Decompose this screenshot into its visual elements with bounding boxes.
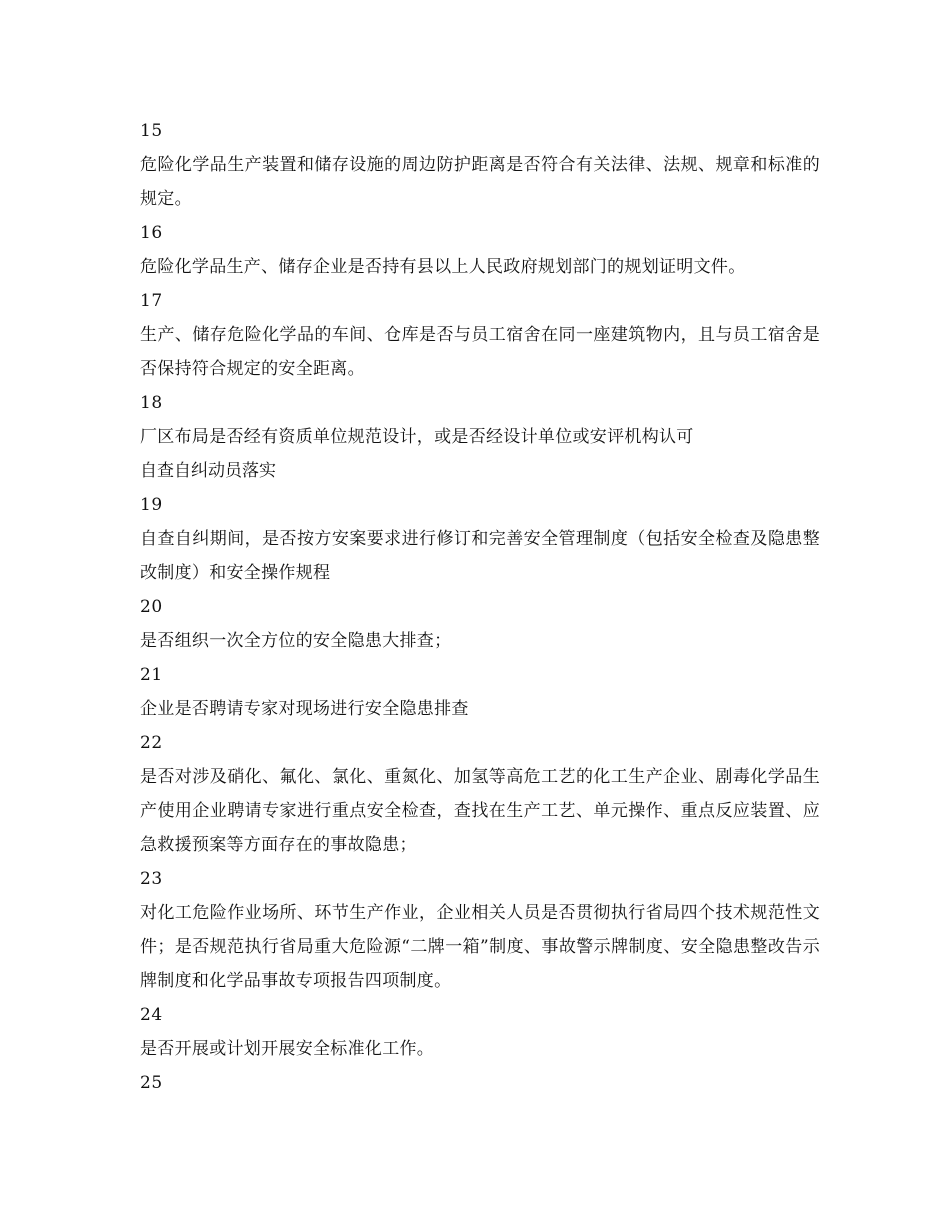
item-number: 15 [140, 121, 163, 141]
item-number: 25 [140, 1073, 163, 1093]
item-number: 22 [140, 733, 163, 753]
section-heading: 自查自纠动员落实 [140, 461, 276, 481]
item-text: 自查自纠期间，是否按方安案要求进行修订和完善安全管理制度（包括安全检查及隐患整改制度）和安全操作规程 [140, 529, 820, 583]
item-text: 危险化学品生产装置和储存设施的周边防护距离是否符合有关法律、法规、规章和标准的规定。 [140, 155, 820, 209]
item-number: 21 [140, 665, 163, 685]
item-number: 24 [140, 1005, 163, 1025]
item-number: 18 [140, 393, 163, 413]
item-text: 厂区布局是否经有资质单位规范设计，或是否经设计单位或安评机构认可 [140, 427, 694, 447]
item-text: 生产、储存危险化学品的车间、仓库是否与员工宿舍在同一座建筑物内，且与员工宿舍是否保持符合规定的安全距离。 [140, 325, 820, 379]
item-number: 17 [140, 291, 163, 311]
item-text: 是否对涉及硝化、氟化、氯化、重氮化、加氢等高危工艺的化工生产企业、剧毒化学品生产使用企业聘请专家进行重点安全检查，查找在生产工艺、单元操作、重点反应装置、应急救援预案等方面存在的事故隐患； [140, 767, 820, 855]
document-body [140, 114, 820, 1100]
item-number: 16 [140, 223, 163, 243]
item-number: 23 [140, 869, 163, 889]
item-text: 企业是否聘请专家对现场进行安全隐患排查 [140, 699, 469, 719]
item-number: 20 [140, 597, 163, 617]
item-text: 危险化学品生产、储存企业是否持有县以上人民政府规划部门的规划证明文件。 [140, 257, 746, 277]
item-text: 对化工危险作业场所、环节生产作业，企业相关人员是否贯彻执行省局四个技术规范性文件；是否规范执行省局重大危险源“二牌一箱”制度、事故警示牌制度、安全隐患整改告示牌制度和化学品事故专项报告四项制度。 [140, 903, 820, 991]
item-number: 19 [140, 495, 163, 515]
item-text: 是否组织一次全方位的安全隐患大排查； [140, 631, 452, 651]
item-text: 是否开展或计划开展安全标准化工作。 [140, 1039, 435, 1059]
